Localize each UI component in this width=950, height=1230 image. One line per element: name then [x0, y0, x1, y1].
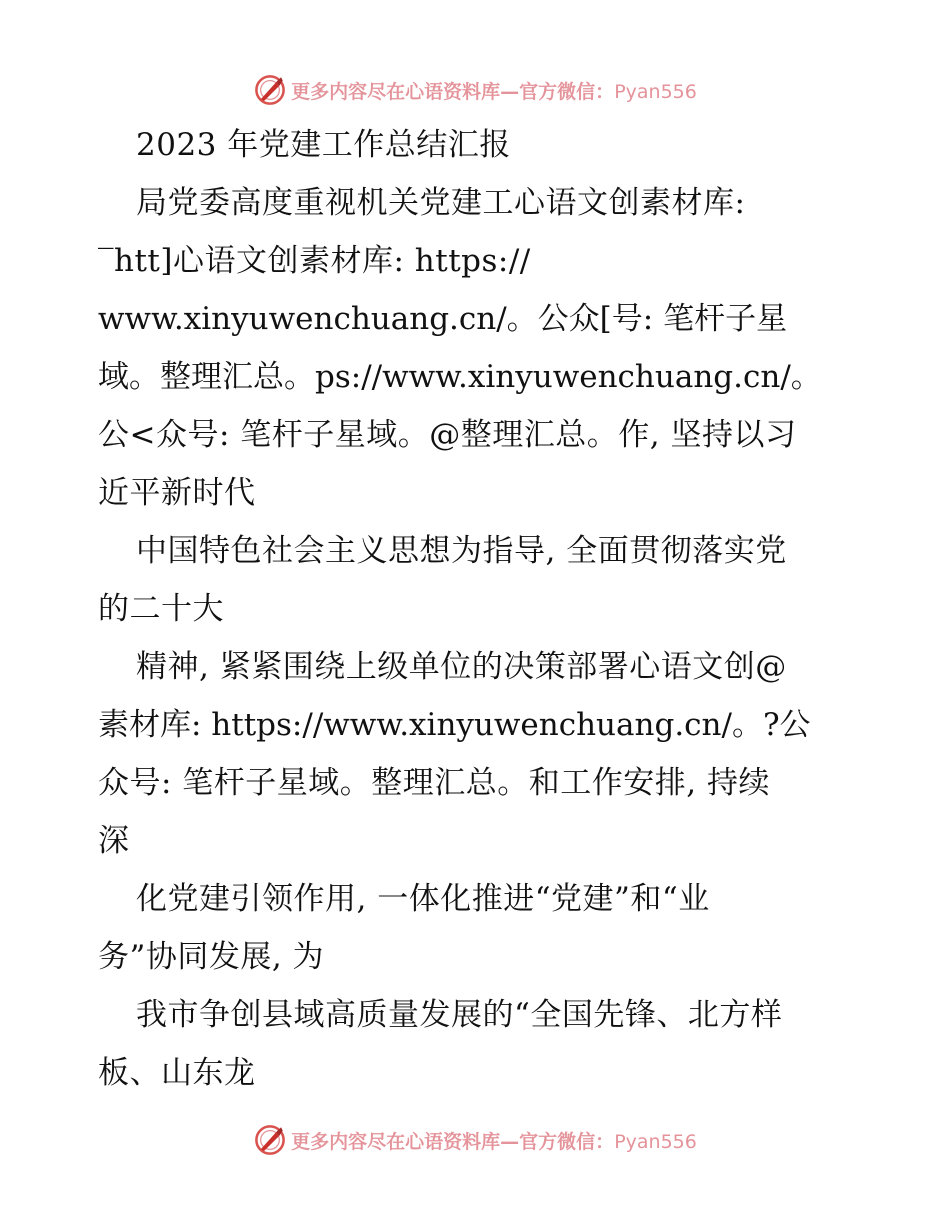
banner-dash: — [500, 1130, 520, 1153]
paragraph-line: 公<众号: 笔杆子星域。@整理汇总。作, 坚持以习 [98, 417, 797, 453]
document-title: 2023 年党建工作总结汇报 [136, 127, 511, 163]
paragraph-line: 深 [98, 823, 130, 859]
banner-main-text: 更多内容尽在心语资料库 [291, 1130, 501, 1153]
document-body [98, 116, 858, 1102]
banner-dash: — [500, 80, 520, 103]
paragraph-line: 中国特色社会主义思想为指导, 全面贯彻落实党 [136, 533, 787, 569]
banner-handle: Pyan556 [614, 1130, 697, 1153]
paragraph-line: 素材库: https://www.xinyuwenchuang.cn/。?公 [98, 707, 811, 743]
paragraph-line: 域。整理汇总。ps://www.xinyuwenchuang.cn/。 [98, 359, 822, 395]
paragraph-line: 众号: 笔杆子星域。整理汇总。和工作安排, 持续 [98, 765, 771, 801]
paragraph-line: 局党委高度重视机关党建工心语文创素材库: [136, 185, 746, 221]
banner-sub-text: 官方微信： [519, 1130, 615, 1153]
paragraph-line: 我市争创县域高质量发展的“全国先锋、北方样 [136, 997, 783, 1033]
header-banner [0, 70, 950, 110]
banner-main-text: 更多内容尽在心语资料库 [291, 80, 501, 103]
paragraph-line: 板、山东龙 [98, 1055, 256, 1091]
paragraph-line: 的二十大 [98, 591, 224, 627]
banner-handle: Pyan556 [614, 80, 697, 103]
brand-logo-icon [253, 73, 287, 107]
brand-logo-icon [253, 1123, 287, 1157]
paragraph-line: 务”协同发展, 为 [98, 939, 325, 975]
paragraph-line: 化党建引领作用, 一体化推进“党建”和“业 [136, 881, 710, 917]
paragraph-line: 精神, 紧紧围绕上级单位的决策部署心语文创@ [136, 649, 787, 685]
footer-banner [0, 1120, 950, 1160]
banner-sub-text: 官方微信： [519, 80, 615, 103]
paragraph-line: 近平新时代 [98, 475, 256, 511]
paragraph-line: www.xinyuwenchuang.cn/。公众[号: 笔杆子星 [98, 301, 788, 337]
paragraph-line: ‾htt]心语文创素材库: https:// [98, 243, 531, 279]
